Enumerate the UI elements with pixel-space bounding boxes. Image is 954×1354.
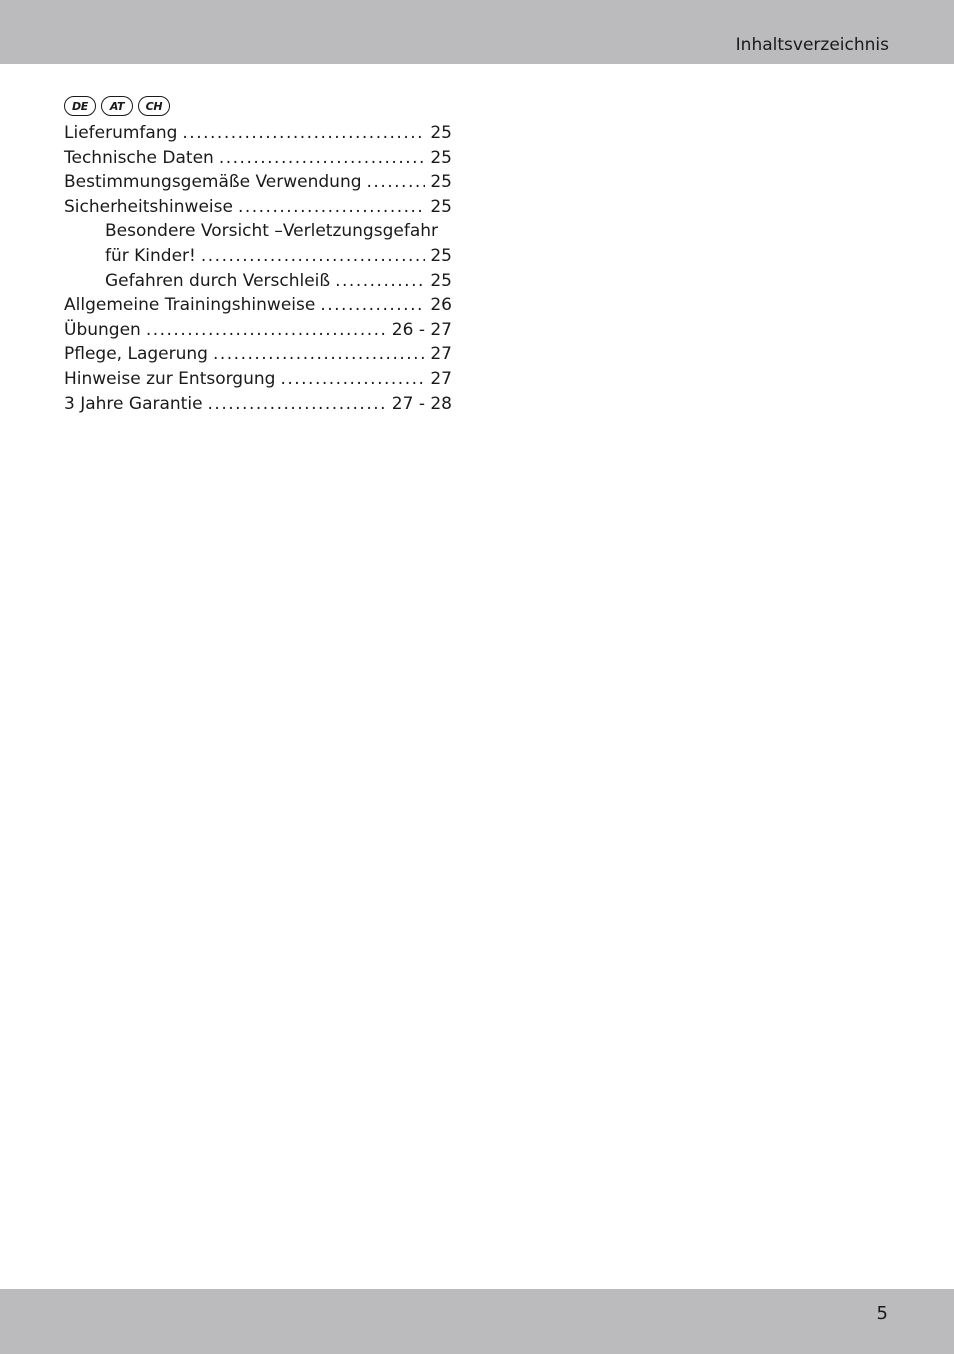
toc-entry-title: Besondere Vorsicht –Verletzungsgefahr xyxy=(105,221,438,242)
toc-entry-page: 27 xyxy=(430,368,452,389)
toc-entry[interactable] xyxy=(64,318,452,343)
toc-entry-title: Pflege, Lagerung xyxy=(64,344,208,365)
toc-leader-dots xyxy=(238,195,425,220)
toc-entry-page: 25 xyxy=(430,172,452,193)
language-badge-at: AT xyxy=(101,96,133,116)
page-header-title: Inhaltsverzeichnis xyxy=(735,35,889,55)
toc-leader-dots xyxy=(280,367,425,392)
toc-entry[interactable] xyxy=(64,367,452,392)
toc-entry[interactable] xyxy=(64,170,452,195)
toc-entry-title: 3 Jahre Garantie xyxy=(64,393,203,414)
toc-entry[interactable] xyxy=(64,195,452,220)
toc-entry-title: Sicherheitshinweise xyxy=(64,196,233,217)
toc-entry-title: Bestimmungsgemäße Verwendung xyxy=(64,172,362,193)
toc-entry-page: 25 xyxy=(430,123,452,143)
language-badge-ch: CH xyxy=(138,96,170,116)
toc-subentry[interactable] xyxy=(64,244,452,269)
toc-entry-page: 26 xyxy=(430,295,452,316)
toc-subentry-line[interactable] xyxy=(64,219,452,244)
toc-entry-title: Übungen xyxy=(64,319,141,340)
toc-leader-dots xyxy=(182,121,425,146)
language-badge-de: DE xyxy=(64,96,96,116)
toc-entry[interactable] xyxy=(64,392,452,417)
toc-entry[interactable] xyxy=(64,121,452,146)
toc-leader-dots xyxy=(213,342,425,367)
toc-entry-title: Lieferumfang xyxy=(64,123,178,143)
toc-leader-dots xyxy=(146,318,387,343)
toc-subentry[interactable] xyxy=(64,269,452,294)
toc-entry-title: Technische Daten xyxy=(64,147,214,168)
toc-entry[interactable] xyxy=(64,146,452,171)
toc-leader-dots xyxy=(367,170,426,195)
toc-entry-page: 27 - 28 xyxy=(391,393,452,414)
toc-entry-page: 25 xyxy=(430,245,452,266)
language-badges xyxy=(64,96,170,116)
toc-entry-title: Hinweise zur Entsorgung xyxy=(64,368,276,389)
toc-entry-page: 26 - 27 xyxy=(391,319,452,340)
toc-entry[interactable] xyxy=(64,342,452,367)
toc-leader-dots xyxy=(335,269,425,294)
footer-band xyxy=(0,1289,954,1354)
toc-leader-dots xyxy=(219,146,426,171)
toc-leader-dots xyxy=(320,293,425,318)
toc-entry-title: Gefahren durch Verschleiß xyxy=(105,270,331,291)
toc-entry[interactable] xyxy=(64,293,452,318)
toc-entry-page: 25 xyxy=(430,147,452,168)
toc-entry-title: Allgemeine Trainingshinweise xyxy=(64,295,316,316)
page-number: 5 xyxy=(876,1303,888,1324)
toc-leader-dots xyxy=(201,244,426,269)
toc-entry-title: für Kinder! xyxy=(105,245,196,266)
table-of-contents xyxy=(64,121,452,416)
toc-leader-dots xyxy=(208,392,387,417)
toc-entry-page: 25 xyxy=(430,270,452,291)
toc-entry-page: 27 xyxy=(430,344,452,365)
toc-entry-page: 25 xyxy=(430,196,452,217)
